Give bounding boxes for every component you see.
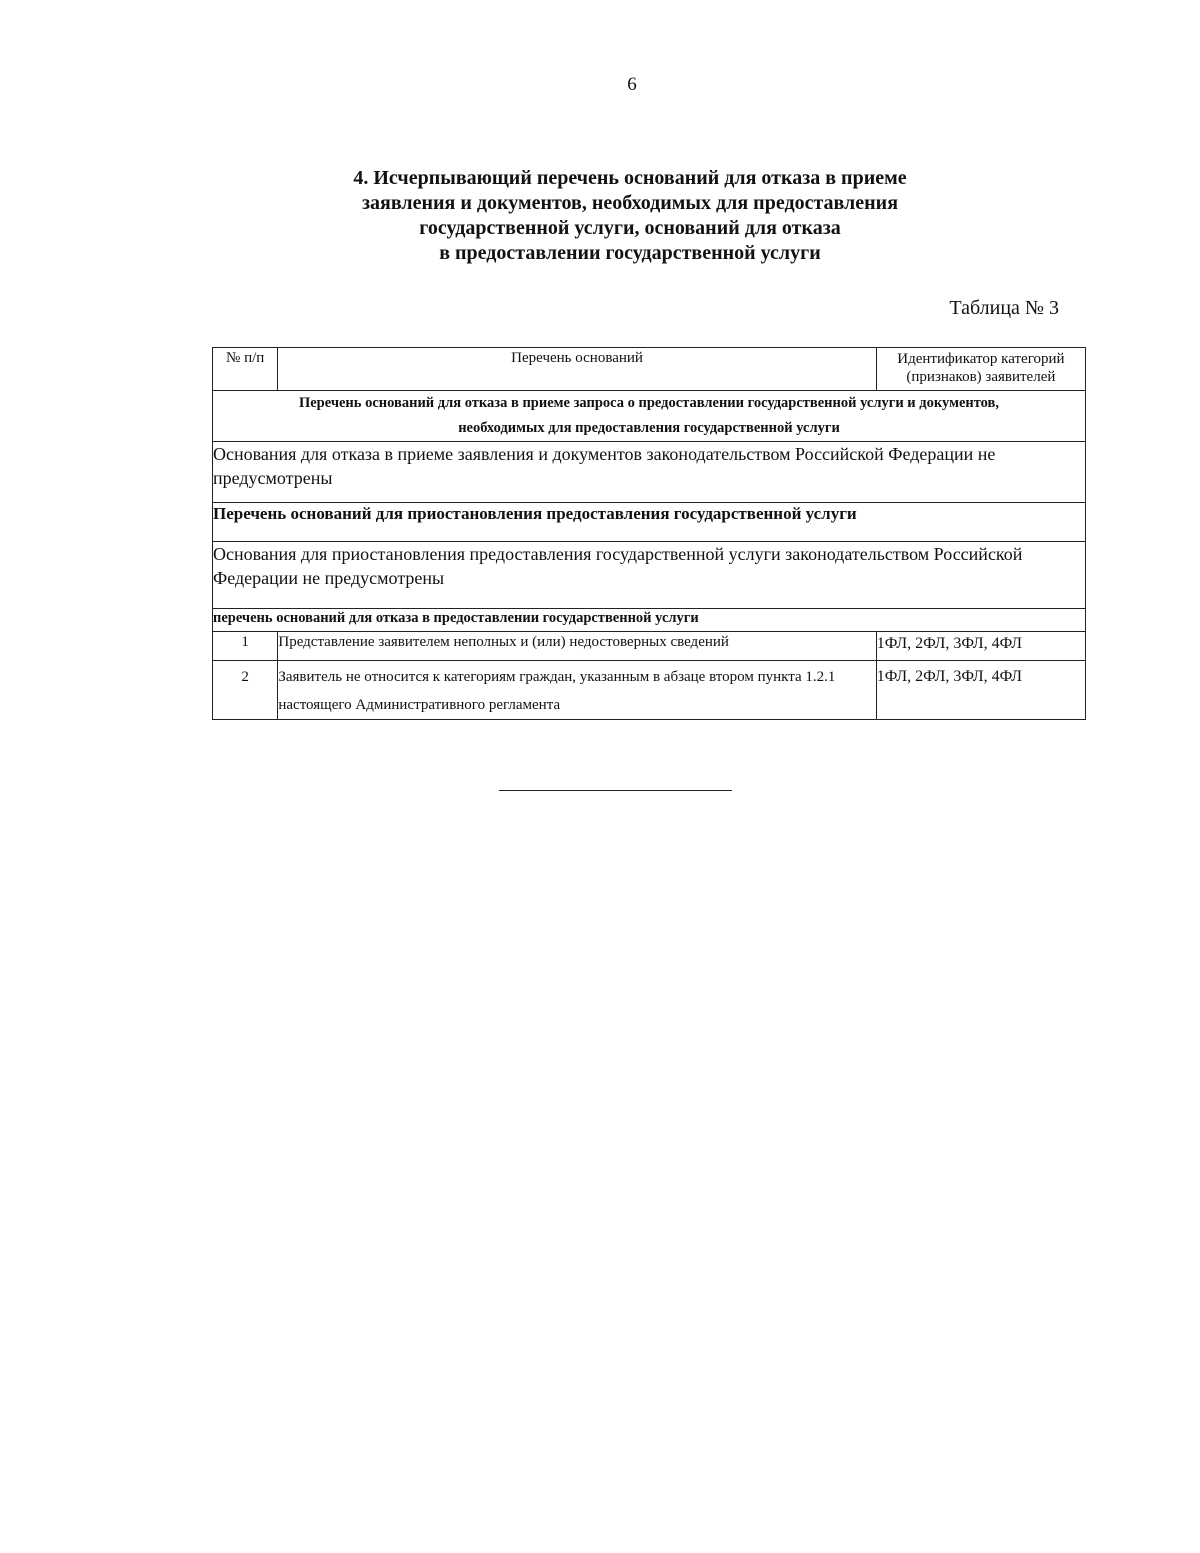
table-caption: Таблица № 3	[949, 297, 1059, 319]
section-heading	[260, 166, 1000, 266]
section2-title: Перечень оснований для приостановления предоставления государственной услуги	[213, 503, 1086, 542]
row-num: 1	[213, 632, 278, 661]
table-header-row	[213, 348, 1086, 391]
section2-text: Основания для приостановления предоставления государственной услуги законодательством Российской Федерации не предусмотрены	[213, 542, 1086, 609]
section-title-row	[213, 391, 1086, 442]
page-number: 6	[627, 74, 637, 95]
table-row	[213, 661, 1086, 720]
heading-line: заявления и документов, необходимых для предоставления	[361, 192, 899, 214]
section-title-row	[213, 503, 1086, 542]
header-num: № п/п	[213, 348, 278, 391]
section3-title: перечень оснований для отказа в предоставлении государственной услуги	[213, 609, 1086, 632]
heading-line: в предоставлении государственной услуги	[439, 242, 821, 264]
section-text-row	[213, 442, 1086, 503]
row-identifier: 1ФЛ, 2ФЛ, 3ФЛ, 4ФЛ	[876, 632, 1085, 661]
section-title-row	[213, 609, 1086, 632]
section1-text: Основания для отказа в приеме заявления и документов законодательством Российской Федерации не предусмотрены	[213, 442, 1086, 503]
section1-title	[213, 391, 1086, 442]
header-basis: Перечень оснований	[278, 348, 876, 391]
row-basis: Представление заявителем неполных и (или) недостоверных сведений	[278, 632, 876, 661]
header-identifier	[876, 348, 1085, 391]
section1-title-line: Перечень оснований для отказа в приеме запроса о предоставлении государственной услуги и документов,	[298, 395, 1000, 411]
heading-line: государственной услуги, оснований для отказа	[419, 217, 841, 239]
table-row	[213, 632, 1086, 661]
heading-line: 4. Исчерпывающий перечень оснований для отказа в приеме	[353, 167, 907, 189]
section1-title-line: необходимых для предоставления государственной услуги	[458, 420, 840, 436]
header-identifier-line: (признаков) заявителей	[906, 369, 1056, 385]
end-rule	[499, 790, 732, 791]
row-basis: Заявитель не относится к категориям граждан, указанным в абзаце втором пункта 1.2.1 настоящего Административного регламента	[278, 661, 876, 720]
row-num: 2	[213, 661, 278, 720]
section-text-row	[213, 542, 1086, 609]
header-identifier-line: Идентификатор категорий	[897, 351, 1065, 367]
row-identifier: 1ФЛ, 2ФЛ, 3ФЛ, 4ФЛ	[876, 661, 1085, 720]
grounds-table	[212, 347, 1086, 720]
